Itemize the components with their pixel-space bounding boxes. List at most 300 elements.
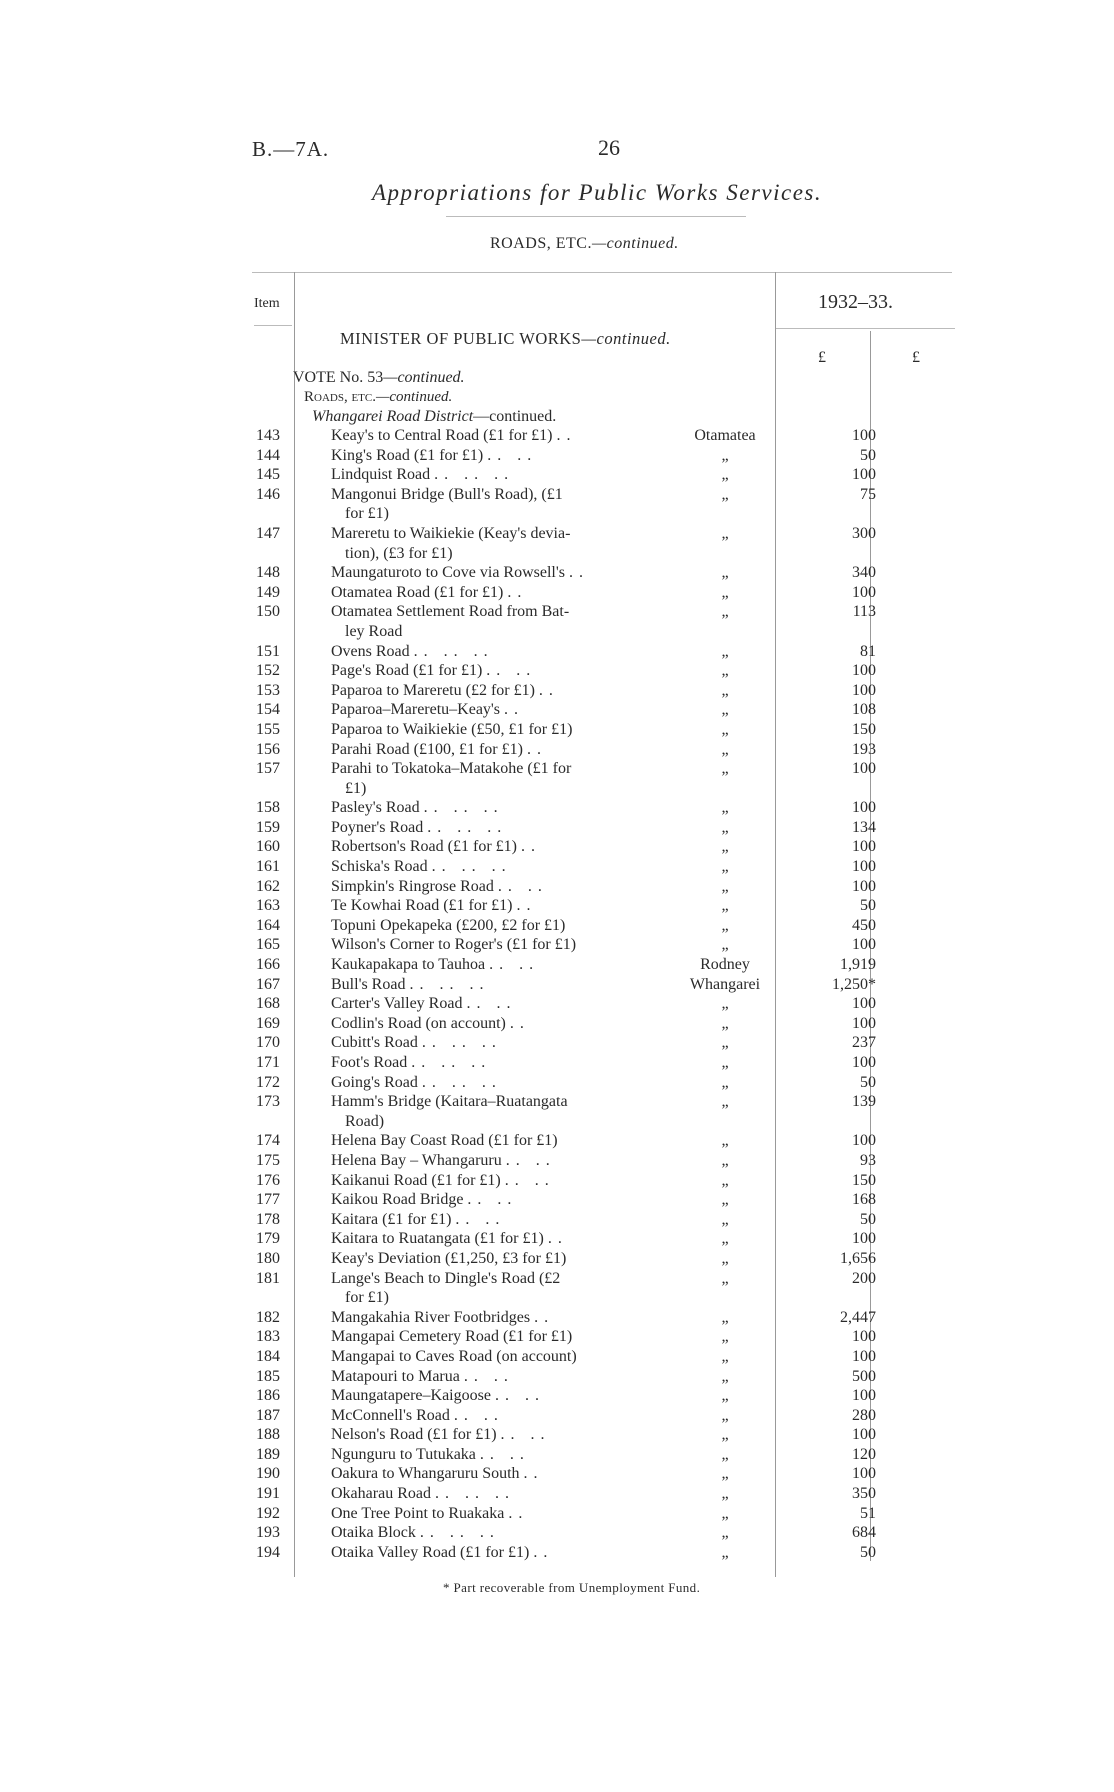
item-number: 169 xyxy=(256,1014,280,1032)
item-amount: 100 xyxy=(852,1328,876,1346)
item-amount: 500 xyxy=(852,1367,876,1385)
item-number: 145 xyxy=(256,466,280,484)
item-number: 186 xyxy=(256,1387,280,1405)
item-district: „ xyxy=(721,1445,729,1463)
item-number: 192 xyxy=(256,1504,280,1522)
item-number: 194 xyxy=(256,1543,280,1561)
item-amount: 200 xyxy=(852,1269,876,1287)
item-number: 165 xyxy=(256,936,280,954)
table-row xyxy=(0,1269,1114,1308)
item-amount: 280 xyxy=(852,1406,876,1424)
item-description-text: Kaukapakapa to Tauhoa xyxy=(331,956,486,974)
leader-dots: .. .. .. xyxy=(413,642,494,660)
item-description-text: Mangapai to Caves Road (on account) xyxy=(331,1347,577,1365)
item-number: 146 xyxy=(256,485,280,503)
item-description-text: Mangapai Cemetery Road (£1 for £1) xyxy=(331,1328,573,1346)
item-amount: 50 xyxy=(860,1210,876,1228)
leader-dots: .. .. xyxy=(479,1445,530,1463)
item-description-continued: £1) xyxy=(345,779,367,797)
item-district: „ xyxy=(721,1524,729,1542)
item-description xyxy=(331,1249,641,1269)
table-row xyxy=(0,1249,1114,1269)
item-description xyxy=(331,916,641,936)
item-amount: 450 xyxy=(852,916,876,934)
table-row xyxy=(0,759,1114,798)
table-row xyxy=(0,1445,1114,1465)
item-district: „ xyxy=(721,1191,729,1209)
leader-dots: .. .. .. xyxy=(409,975,490,993)
item-number: 171 xyxy=(256,1054,280,1071)
table-row xyxy=(0,857,1114,877)
item-district: „ xyxy=(721,1347,729,1365)
item-number: 185 xyxy=(256,1367,280,1385)
leader-dots: .. xyxy=(556,427,577,444)
item-district: „ xyxy=(721,799,729,817)
item-description xyxy=(331,994,641,1014)
leader-dots: .. .. xyxy=(487,446,538,464)
item-amount: 81 xyxy=(860,642,876,660)
leader-dots: .. .. .. xyxy=(423,799,504,817)
item-number: 184 xyxy=(256,1347,280,1365)
item-description xyxy=(331,1151,641,1171)
item-number: 191 xyxy=(256,1485,280,1503)
item-amount: 684 xyxy=(852,1524,876,1542)
item-description-text: Simpkin's Ringrose Road xyxy=(331,877,494,895)
item-description-text: Kaikou Road Bridge xyxy=(331,1191,464,1209)
table-row xyxy=(0,642,1114,662)
item-district: „ xyxy=(721,662,729,680)
item-number: 148 xyxy=(256,564,280,582)
item-district: „ xyxy=(721,466,729,484)
pound-symbol-right: £ xyxy=(912,349,920,366)
item-number: 183 xyxy=(256,1328,280,1346)
table-row xyxy=(0,720,1114,740)
item-description xyxy=(331,446,641,466)
section-title-suffix: —continued. xyxy=(591,235,679,252)
item-description-text: Okaharau Road xyxy=(331,1485,431,1503)
item-description xyxy=(331,857,641,877)
item-number: 161 xyxy=(256,858,280,876)
leader-dots: .. xyxy=(509,1014,530,1032)
item-district: Whangarei xyxy=(689,975,761,993)
item-district: „ xyxy=(721,485,729,503)
leader-dots: .. .. xyxy=(489,956,540,974)
item-number: 177 xyxy=(256,1191,280,1209)
item-description xyxy=(331,1308,641,1328)
footnote: * Part recoverable from Unemployment Fund. xyxy=(443,1580,701,1595)
item-header-rule xyxy=(254,325,292,326)
item-number: 149 xyxy=(256,583,280,601)
item-number: 159 xyxy=(256,818,280,836)
leader-dots: .. .. xyxy=(455,1210,506,1228)
item-amount: 100 xyxy=(852,877,876,895)
item-description-text: Carter's Valley Road xyxy=(331,995,463,1013)
item-district: „ xyxy=(721,720,729,738)
item-amount: 1,656 xyxy=(840,1249,876,1267)
item-description xyxy=(331,1504,641,1524)
table-row xyxy=(0,818,1114,838)
item-description xyxy=(331,975,641,995)
leader-dots: .. .. xyxy=(463,1367,514,1385)
table-row xyxy=(0,1523,1114,1543)
item-amount: 100 xyxy=(852,583,876,601)
item-description xyxy=(331,642,641,662)
item-description xyxy=(331,583,641,603)
item-description-text: Matapouri to Marua xyxy=(331,1367,460,1385)
leader-dots: .. .. .. xyxy=(434,1485,515,1503)
item-description xyxy=(331,1131,641,1151)
item-number: 179 xyxy=(256,1230,280,1248)
table-row xyxy=(0,1308,1114,1328)
item-column-header: Item xyxy=(254,296,280,311)
section-title-label: ROADS, ETC. xyxy=(490,235,592,252)
item-number: 167 xyxy=(256,975,280,993)
leader-dots: .. .. xyxy=(500,1426,551,1444)
table-row xyxy=(0,524,1114,563)
table-row xyxy=(0,798,1114,818)
item-description-continued: tion), (£3 for £1) xyxy=(345,544,453,562)
item-description xyxy=(331,837,641,857)
item-amount: 150 xyxy=(852,720,876,738)
item-description xyxy=(331,1367,641,1387)
item-description xyxy=(331,896,641,916)
leader-dots: .. xyxy=(504,701,525,719)
item-description xyxy=(331,681,641,701)
item-description-text: Foot's Road xyxy=(331,1054,408,1071)
item-district: „ xyxy=(721,1269,729,1287)
leader-dots: .. .. xyxy=(505,1151,556,1169)
item-description-text: Paparoa–Mareretu–Keay's xyxy=(331,701,501,719)
table-row xyxy=(0,896,1114,916)
item-district: „ xyxy=(721,446,729,464)
item-number: 164 xyxy=(256,916,280,934)
item-description xyxy=(331,1229,641,1249)
table-row xyxy=(0,1033,1114,1053)
item-description xyxy=(331,1171,641,1191)
leader-dots: .. xyxy=(520,838,541,856)
item-number: 174 xyxy=(256,1132,280,1150)
item-district: „ xyxy=(721,1093,729,1111)
roads-sub-suffix: —continued. xyxy=(375,389,453,405)
item-description xyxy=(331,877,641,897)
leader-dots: .. .. .. xyxy=(421,1034,502,1052)
leader-dots: .. .. .. xyxy=(421,1073,502,1091)
item-description-text: King's Road (£1 for £1) xyxy=(331,446,484,464)
table-row xyxy=(0,1386,1114,1406)
table-row xyxy=(0,837,1114,857)
table-row xyxy=(0,1053,1114,1073)
item-district: „ xyxy=(721,1210,729,1228)
item-amount: 50 xyxy=(860,1073,876,1091)
table-row xyxy=(0,1347,1114,1367)
item-amount: 100 xyxy=(852,838,876,856)
item-description-text: Helena Bay – Whangaruru xyxy=(331,1151,502,1169)
table-row xyxy=(0,1425,1114,1445)
district-suffix: —continued. xyxy=(473,408,557,425)
item-description-text: Mangonui Bridge (Bull's Road), (£1 xyxy=(331,485,563,503)
item-description-text: Cubitt's Road xyxy=(331,1034,418,1052)
item-description xyxy=(331,661,641,681)
item-district: „ xyxy=(721,1132,729,1150)
item-description xyxy=(331,1033,641,1053)
item-description xyxy=(331,1073,641,1093)
item-amount: 237 xyxy=(852,1034,876,1052)
item-district: „ xyxy=(721,1073,729,1091)
item-amount: 100 xyxy=(852,1132,876,1150)
item-district: „ xyxy=(721,897,729,915)
item-district: „ xyxy=(721,1465,729,1483)
table-row xyxy=(0,877,1114,897)
table-row xyxy=(0,681,1114,701)
item-district: Otamatea xyxy=(694,427,756,444)
table-row xyxy=(0,1210,1114,1230)
item-district: Rodney xyxy=(700,956,750,974)
item-description xyxy=(331,1543,641,1563)
item-description xyxy=(331,720,641,740)
table-row xyxy=(0,1229,1114,1249)
page-title: Appropriations for Public Works Services. xyxy=(372,180,823,205)
year-column-header: 1932–33. xyxy=(818,291,893,313)
item-district: „ xyxy=(721,1485,729,1503)
item-amount: 150 xyxy=(852,1171,876,1189)
item-description-text: Parahi Road (£100, £1 for £1) xyxy=(331,740,523,758)
table-row xyxy=(0,1131,1114,1151)
leader-dots: .. .. xyxy=(467,1191,518,1209)
leader-dots: .. .. .. xyxy=(431,858,512,876)
item-amount: 100 xyxy=(852,1387,876,1405)
item-amount: 100 xyxy=(852,799,876,817)
item-district: „ xyxy=(721,1054,729,1071)
item-amount: 193 xyxy=(852,740,876,758)
item-description-text: Schiska's Road xyxy=(331,858,428,876)
item-district: „ xyxy=(721,642,729,660)
item-amount: 108 xyxy=(852,701,876,719)
item-number: 156 xyxy=(256,740,280,758)
item-amount: 100 xyxy=(852,1347,876,1365)
item-number: 181 xyxy=(256,1269,280,1287)
item-district: „ xyxy=(721,1406,729,1424)
item-description-text: Hamm's Bridge (Kaitara–Ruatangata xyxy=(331,1093,568,1111)
item-description-continued: for £1) xyxy=(345,505,389,523)
item-district: „ xyxy=(721,995,729,1013)
item-district: „ xyxy=(721,838,729,856)
item-description xyxy=(331,1425,641,1445)
item-amount: 51 xyxy=(860,1504,876,1522)
table-row xyxy=(0,994,1114,1014)
item-number: 150 xyxy=(256,603,280,621)
item-description xyxy=(331,818,641,838)
item-amount: 100 xyxy=(852,936,876,954)
page-number: 26 xyxy=(598,135,620,160)
leader-dots: .. .. xyxy=(504,1171,555,1189)
item-amount: 100 xyxy=(852,681,876,699)
item-district: „ xyxy=(721,564,729,582)
table-row xyxy=(0,465,1114,485)
item-description xyxy=(331,1464,641,1484)
table-row xyxy=(0,740,1114,760)
table-row xyxy=(0,1073,1114,1093)
item-description-text: One Tree Point to Ruakaka xyxy=(331,1504,505,1522)
table-row xyxy=(0,1543,1114,1563)
item-amount: 340 xyxy=(852,564,876,582)
item-amount: 300 xyxy=(852,524,876,542)
item-district: „ xyxy=(721,760,729,778)
item-number: 193 xyxy=(256,1524,280,1542)
item-number: 147 xyxy=(256,524,280,542)
item-amount: 1,250* xyxy=(832,975,876,993)
table-row xyxy=(0,1367,1114,1387)
item-district: „ xyxy=(721,681,729,699)
item-description xyxy=(331,1484,641,1504)
item-description xyxy=(331,955,641,975)
leader-dots: .. .. xyxy=(453,1406,504,1424)
item-description xyxy=(331,1445,641,1465)
leader-dots: .. xyxy=(533,1543,554,1561)
table-row xyxy=(0,661,1114,681)
item-description-text: McConnell's Road xyxy=(331,1406,450,1424)
item-description xyxy=(331,1347,641,1367)
item-number: 152 xyxy=(256,662,280,680)
item-number: 158 xyxy=(256,799,280,817)
item-description-text: Mareretu to Waikiekie (Keay's devia- xyxy=(331,524,571,542)
item-number: 144 xyxy=(256,446,280,464)
item-number: 168 xyxy=(256,995,280,1013)
item-amount: 350 xyxy=(852,1485,876,1503)
item-district: „ xyxy=(721,1308,729,1326)
item-number: 178 xyxy=(256,1210,280,1228)
item-description-continued: for £1) xyxy=(345,1289,389,1307)
item-number: 151 xyxy=(256,642,280,660)
leader-dots: .. xyxy=(508,1504,529,1522)
roads-subheading xyxy=(304,389,452,406)
item-district: „ xyxy=(721,1034,729,1052)
item-district: „ xyxy=(721,701,729,719)
section-title xyxy=(490,235,679,253)
table-row xyxy=(0,1406,1114,1426)
item-description-text: Ovens Road xyxy=(331,642,410,660)
leader-dots: .. .. xyxy=(486,662,537,680)
item-number: 157 xyxy=(256,760,280,778)
item-district: „ xyxy=(721,916,729,934)
table-row xyxy=(0,1327,1114,1347)
item-amount: 50 xyxy=(860,446,876,464)
leader-dots: .. xyxy=(547,1230,568,1248)
item-description-text: Nelson's Road (£1 for £1) xyxy=(331,1426,497,1444)
item-description-text: Helena Bay Coast Road (£1 for £1) xyxy=(331,1132,558,1150)
item-number: 190 xyxy=(256,1465,280,1483)
item-number: 172 xyxy=(256,1073,280,1091)
document-code: B.—7A. xyxy=(252,137,330,161)
item-description xyxy=(331,524,641,563)
item-district: „ xyxy=(721,936,729,954)
item-amount: 100 xyxy=(852,1465,876,1483)
year-header-rule xyxy=(775,328,955,329)
item-amount: 50 xyxy=(860,897,876,915)
item-amount: 100 xyxy=(852,858,876,876)
item-description-text: Parahi to Tokatoka–Matakohe (£1 for xyxy=(331,760,572,778)
table-row xyxy=(0,1171,1114,1191)
item-description xyxy=(331,700,641,720)
item-district: „ xyxy=(721,1367,729,1385)
roads-sub-label: Roads, etc. xyxy=(304,389,376,405)
item-description xyxy=(331,1269,641,1308)
table-row xyxy=(0,1464,1114,1484)
item-amount: 100 xyxy=(852,995,876,1013)
item-amount: 120 xyxy=(852,1445,876,1463)
item-description-text: Keay's to Central Road (£1 for £1) xyxy=(331,427,553,444)
item-description xyxy=(331,465,641,485)
item-district: „ xyxy=(721,1543,729,1561)
item-description xyxy=(331,1386,641,1406)
item-amount: 100 xyxy=(852,760,876,778)
table-row xyxy=(0,602,1114,641)
item-number: 187 xyxy=(256,1406,280,1424)
item-description-continued: Road) xyxy=(345,1112,385,1130)
item-number: 175 xyxy=(256,1151,280,1169)
item-description xyxy=(331,1327,641,1347)
item-number: 173 xyxy=(256,1093,280,1111)
item-district: „ xyxy=(721,1504,729,1522)
table-row xyxy=(0,583,1114,603)
leader-dots: .. xyxy=(516,897,537,915)
item-description-text: Otamatea Settlement Road from Bat- xyxy=(331,603,570,621)
table-row xyxy=(0,426,1114,446)
vote-label: VOTE No. 53 xyxy=(293,369,384,386)
vote-heading xyxy=(293,369,465,387)
leader-dots: .. .. .. xyxy=(419,1524,500,1542)
item-number: 163 xyxy=(256,897,280,915)
item-description-text: Pasley's Road xyxy=(331,799,420,817)
item-description-text: Otaika Block xyxy=(331,1524,416,1542)
item-district: „ xyxy=(721,1328,729,1346)
item-number: 153 xyxy=(256,681,280,699)
item-number: 155 xyxy=(256,720,280,738)
table-row xyxy=(0,1014,1114,1034)
item-amount: 50 xyxy=(860,1543,876,1561)
item-description xyxy=(331,1014,641,1034)
item-amount: 1,919 xyxy=(840,956,876,974)
item-amount: 134 xyxy=(852,818,876,836)
item-district: „ xyxy=(721,524,729,542)
item-amount: 113 xyxy=(852,603,876,621)
item-description-text: Paparoa to Mareretu (£2 for £1) xyxy=(331,681,535,699)
item-number: 160 xyxy=(256,838,280,856)
item-description-text: Robertson's Road (£1 for £1) xyxy=(331,838,517,856)
leader-dots: .. xyxy=(534,1308,555,1326)
item-description-text: Maungaturoto to Cove via Rowsell's xyxy=(331,564,565,582)
vote-suffix: —continued. xyxy=(383,369,465,386)
table-row xyxy=(0,935,1114,955)
item-district: „ xyxy=(721,1426,729,1444)
item-description-text: Te Kowhai Road (£1 for £1) xyxy=(331,897,513,915)
leader-dots: .. xyxy=(507,583,528,601)
item-description-text: Bull's Road xyxy=(331,975,406,993)
item-amount: 100 xyxy=(852,1054,876,1071)
item-district: „ xyxy=(721,1230,729,1248)
table-row xyxy=(0,975,1114,995)
item-description-text: Maungatapere–Kaigoose xyxy=(331,1387,491,1405)
item-number: 154 xyxy=(256,701,280,719)
leader-dots: .. .. xyxy=(466,995,517,1013)
item-description xyxy=(331,563,641,583)
item-description-text: Ngunguru to Tutukaka xyxy=(331,1445,476,1463)
item-description xyxy=(331,1210,641,1230)
item-district: „ xyxy=(721,858,729,876)
item-description-continued: ley Road xyxy=(345,622,403,640)
item-description-text: Otamatea Road (£1 for £1) xyxy=(331,583,504,601)
leader-dots: .. .. .. xyxy=(434,466,515,484)
item-amount: 168 xyxy=(852,1191,876,1209)
